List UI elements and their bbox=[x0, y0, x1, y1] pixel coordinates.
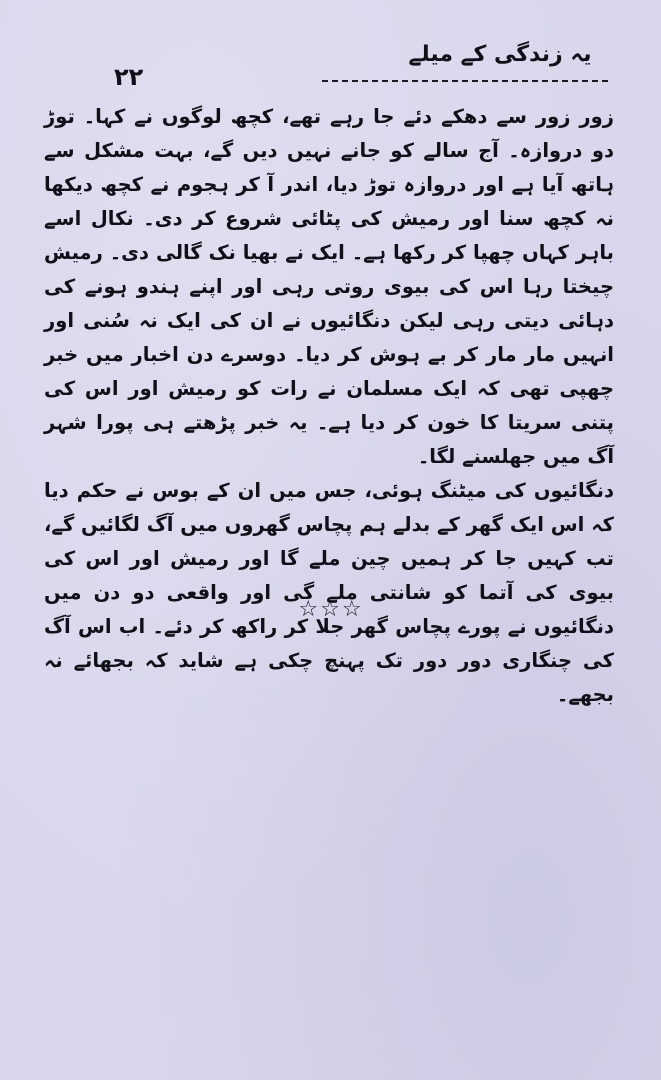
page-number: ۲۲ bbox=[114, 63, 144, 91]
paragraph-2: دنگائیوں کی میٹنگ ہوئی، جس میں ان کے بوس نے حکم دیا کہ اس ایک گھر کے بدلے ہم پچاس گھروں میں آگ لگائیں گے، تب کہیں جا کر ہمیں چین ملے گا اور رمیش اور اس کی بیوی کی آتما کو شانتی ملے گی اور واقعی دو دن میں دنگائیوں نے پورے پچاس گھر جلا کر راکھ کر دئے۔ اب اس آگ کی چنگاری دور دور تک پہنچ چکی ہے شاید کہ بجھائے نہ بجھے۔ bbox=[44, 479, 614, 706]
paragraph-1: زور زور سے دھکے دئے جا رہے تھے، کچھ لوگوں نے کہا۔ توڑ دو دروازہ۔ آج سالے کو جانے نہیں دیں گے، بہت مشکل سے ہاتھ آیا ہے اور دروازہ توڑ دیا، اندر آ کر ہجوم نے کچھ دیکھا نہ کچھ سنا اور رمیش کی پٹائی شروع کر دی۔ نکال اسے باہر کہاں چھپا کر رکھا ہے۔ ایک نے بھیا نک گالی دی۔ رمیش چیختا رہا اس کی بیوی روتی رہی اور اپنے ہندو ہونے کی دہائی دیتی رہی لیکن دنگائیوں نے ان کی ایک نہ سُنی اور انہیں مار مار کر بے ہوش کر دیا۔ دوسرے دن اخبار میں خبر چھپی تھی کہ ایک مسلمان نے رات کو رمیش اور اس کی پتنی سریتا کا خون کر دیا ہے۔ یہ خبر پڑھتے ہی پورا شہر آگ میں جھلسنے لگا۔ bbox=[44, 105, 614, 468]
running-title: یہ زندگی کے میلے bbox=[408, 42, 592, 67]
section-break-stars: ☆☆☆ bbox=[298, 597, 364, 622]
header-divider bbox=[322, 80, 608, 82]
page-header bbox=[0, 0, 661, 100]
